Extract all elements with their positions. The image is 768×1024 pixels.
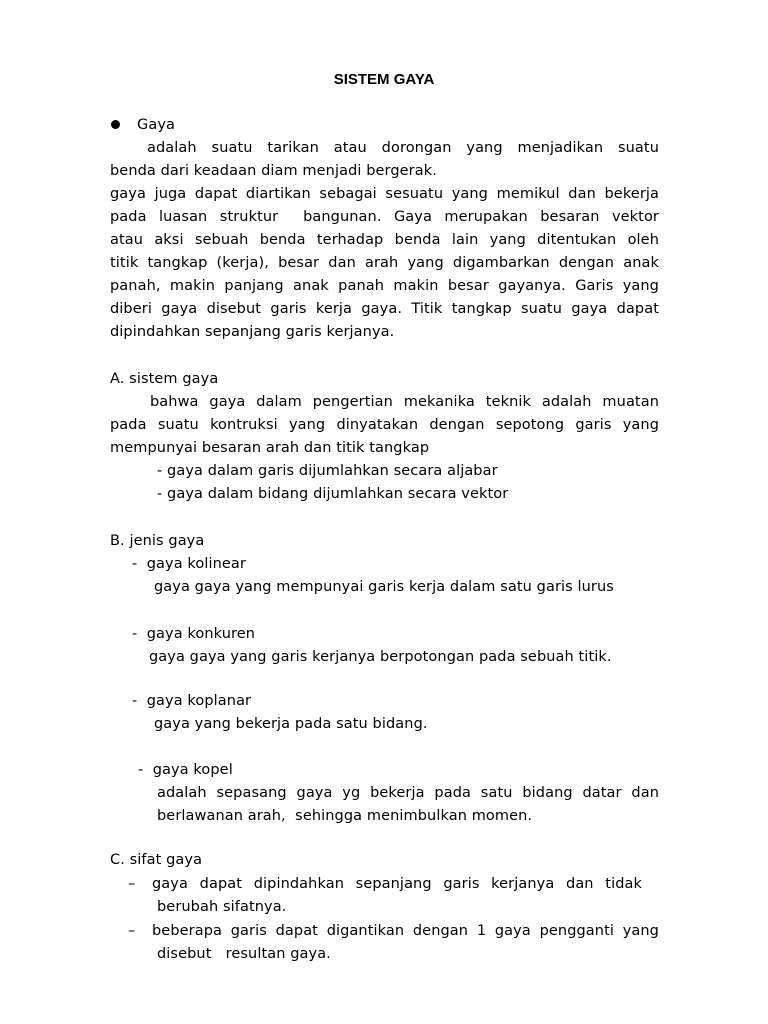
section-c-line: berubah sifatnya. <box>157 899 287 915</box>
section-b-item-label: - gaya koplanar <box>132 693 252 709</box>
intro-line: benda dari keadaan diam menjadi bergerak. <box>110 163 437 179</box>
intro-heading: Gaya <box>137 117 175 133</box>
section-b-item-label: - gaya konkuren <box>132 626 256 642</box>
section-b-item-label: - gaya kolinear <box>132 556 246 572</box>
intro-line: titik tangkap (kerja), besar dan arah yang digambarkan dengan anak <box>110 255 659 271</box>
intro-line: panah, makin panjang anak panah makin besar gayanya. Garis yang <box>110 278 659 294</box>
section-a-line: mempunyai besaran arah dan titik tangkap <box>110 440 430 456</box>
document-title: SISTEM GAYA <box>333 71 435 88</box>
section-b-heading: B. jenis gaya <box>110 533 205 549</box>
intro-line: dipindahkan sepanjang garis kerjanya. <box>110 324 395 340</box>
section-b-item-desc: berlawanan arah, sehingga menimbulkan momen. <box>157 808 533 824</box>
section-c-dash: – <box>128 876 136 892</box>
section-a-item: - gaya dalam bidang dijumlahkan secara vektor <box>157 486 509 502</box>
section-b-item-desc: gaya gaya yang mempunyai garis kerja dalam satu garis lurus <box>154 579 614 595</box>
section-b-item-desc: gaya gaya yang garis kerjanya berpotongan pada sebuah titik. <box>149 649 612 665</box>
section-b-item-label: - gaya kopel <box>138 762 233 778</box>
intro-line: atau aksi sebuah benda terhadap benda lain yang ditentukan oleh <box>110 232 659 248</box>
section-c-line: disebut resultan gaya. <box>157 946 331 962</box>
intro-line: diberi gaya disebut garis kerja gaya. Titik tangkap suatu gaya dapat <box>110 301 659 317</box>
section-c-line: gaya dapat dipindahkan sepanjang garis kerjanya dan tidak <box>152 876 642 892</box>
section-b-item-desc: adalah sepasang gaya yg bekerja pada satu bidang datar dan <box>157 785 659 801</box>
section-a-line: bahwa gaya dalam pengertian mekanika teknik adalah muatan <box>150 394 659 410</box>
section-c-heading: C. sifat gaya <box>110 852 203 868</box>
section-a-line: pada suatu kontruksi yang dinyatakan dengan sepotong garis yang <box>110 417 659 433</box>
bullet-icon <box>111 120 120 129</box>
section-c-dash: – <box>128 923 136 939</box>
section-a-heading: A. sistem gaya <box>110 371 219 387</box>
intro-line: gaya juga dapat diartikan sebagai sesuatu yang memikul dan bekerja <box>110 186 659 202</box>
section-a-item: - gaya dalam garis dijumlahkan secara aljabar <box>157 463 498 479</box>
section-b-item-desc: gaya yang bekerja pada satu bidang. <box>154 716 428 732</box>
section-c-line: beberapa garis dapat digantikan dengan 1 gaya pengganti yang <box>152 923 659 939</box>
intro-line: pada luasan struktur bangunan. Gaya merupakan besaran vektor <box>110 209 659 225</box>
intro-line: adalah suatu tarikan atau dorongan yang menjadikan suatu <box>147 140 659 156</box>
